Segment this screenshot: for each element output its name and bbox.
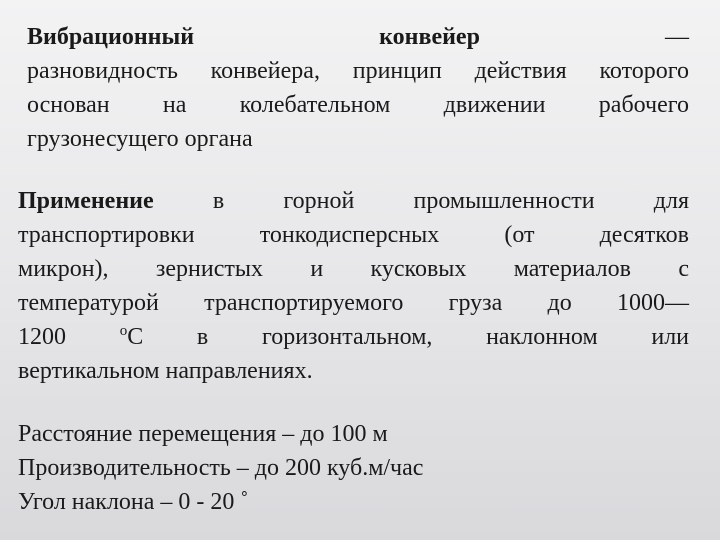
definition-line-2: разновидность конвейера, принцип действия которого: [27, 58, 689, 84]
degree-mark: о: [119, 323, 128, 339]
application-line-1-rest: в горной промышленности для: [212, 188, 689, 214]
definition-line-4: грузонесущего органа: [27, 126, 253, 152]
spec-angle: Угол наклона – 0 - 20 ˚: [18, 489, 249, 515]
temperature-value: 1200: [18, 324, 66, 350]
specs-list: [18, 417, 689, 519]
spec-distance: Расстояние перемещения – до 100 м: [18, 421, 388, 447]
application-line-4: температурой транспортируемого груза до 1000—: [18, 290, 689, 316]
application-line-1: [18, 184, 689, 218]
application-line-5-rest: С в горизонтальном, наклонном или: [127, 324, 690, 350]
definition-term: Вибрационный: [27, 24, 195, 50]
application-line-6: вертикальном направлениях.: [18, 358, 313, 384]
application-line-3: микрон), зернистых и кусковых материалов с: [18, 256, 689, 282]
application-line-5: [18, 320, 689, 354]
definition-line-3: основан на колебательном движении рабочего: [27, 92, 689, 118]
definition-term-cont: конвейер: [379, 24, 480, 50]
definition-paragraph: [27, 20, 689, 156]
spec-capacity: Производительность – до 200 куб.м/час: [18, 455, 424, 481]
application-line-2: транспортировки тонкодисперсных (от десятков: [18, 222, 689, 248]
application-paragraph: [18, 184, 689, 388]
definition-line-1: [27, 20, 689, 54]
application-title: Применение: [18, 188, 154, 214]
definition-dash: —: [665, 24, 689, 50]
